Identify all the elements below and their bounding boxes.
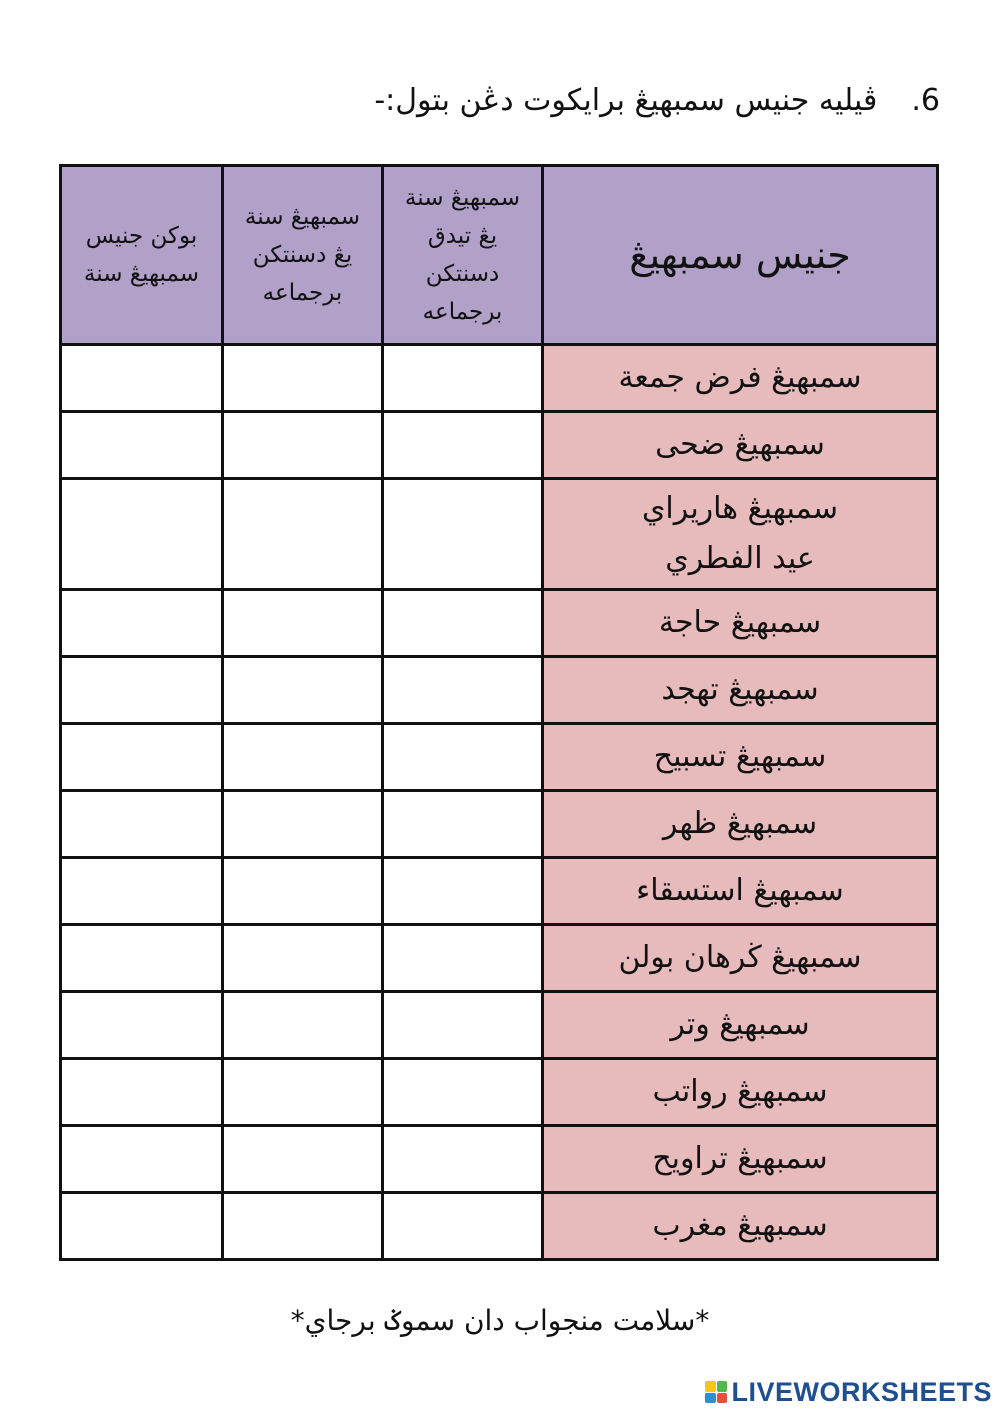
brand-name: LIVEWORKSHEETS <box>731 1376 992 1407</box>
answer-cell-not-sunnah[interactable] <box>61 657 223 724</box>
answer-cell-not-congregational[interactable] <box>383 590 543 657</box>
table-row <box>61 479 938 590</box>
answer-cell-not-sunnah[interactable] <box>61 1126 223 1193</box>
answer-cell-not-sunnah[interactable] <box>61 412 223 479</box>
answer-cell-not-congregational[interactable] <box>383 858 543 925</box>
prayer-name-cell: سمبهيڠ تراويح <box>543 1126 938 1193</box>
answer-cell-congregational[interactable] <box>223 724 383 791</box>
prayer-name-cell: سمبهيڠ استسقاء <box>543 858 938 925</box>
header-sunnah-congregational <box>223 166 383 345</box>
answer-cell-congregational[interactable] <box>223 1059 383 1126</box>
prayer-classification-table <box>59 164 939 1261</box>
table-row <box>61 1059 938 1126</box>
answer-cell-not-sunnah[interactable] <box>61 479 223 590</box>
answer-cell-congregational[interactable] <box>223 1193 383 1260</box>
answer-cell-congregational[interactable] <box>223 345 383 412</box>
answer-cell-not-congregational[interactable] <box>383 1193 543 1260</box>
table-row <box>61 1193 938 1260</box>
table-row <box>61 590 938 657</box>
header-not-sunnah <box>61 166 223 345</box>
prayer-name-cell: سمبهيڠ رواتب <box>543 1059 938 1126</box>
prayer-name-cell: سمبهيڠ مغرب <box>543 1193 938 1260</box>
header-sunnah-not-congregational-label: سمبهيڠ سنة يڠ تيدق دسنتكن برجماعه <box>404 185 521 325</box>
prayer-name-cell: سمبهيڠ تهجد <box>543 657 938 724</box>
table-header-row <box>61 166 938 345</box>
table-row <box>61 858 938 925</box>
answer-cell-not-sunnah[interactable] <box>61 791 223 858</box>
answer-cell-not-congregational[interactable] <box>383 1126 543 1193</box>
question-number: 6. <box>911 83 940 118</box>
prayer-name-cell: سمبهيڠ تسبيح <box>543 724 938 791</box>
answer-cell-not-sunnah[interactable] <box>61 925 223 992</box>
answer-cell-not-sunnah[interactable] <box>61 992 223 1059</box>
answer-cell-not-congregational[interactable] <box>383 479 543 590</box>
answer-cell-congregational[interactable] <box>223 479 383 590</box>
table-body <box>61 345 938 1260</box>
prayer-name-cell: سمبهيڠ ڬرهان بولن <box>543 925 938 992</box>
logo-square <box>717 1393 728 1404</box>
answer-cell-congregational[interactable] <box>223 925 383 992</box>
prayer-name-cell: سمبهيڠ وتر <box>543 992 938 1059</box>
logo-square <box>717 1381 728 1392</box>
answer-cell-not-congregational[interactable] <box>383 925 543 992</box>
liveworksheets-brand <box>705 1377 992 1407</box>
logo-square <box>705 1381 716 1392</box>
answer-cell-congregational[interactable] <box>223 791 383 858</box>
table-row <box>61 345 938 412</box>
header-sunnah-not-congregational <box>383 166 543 345</box>
table-row <box>61 724 938 791</box>
closing-note: *سلامت منجواب دان سموݢ برجاي* <box>290 1304 710 1337</box>
prayer-name-cell: سمبهيڠ حاجة <box>543 590 938 657</box>
header-prayer-type: جنيس سمبهيڠ <box>543 166 938 345</box>
table-row <box>61 791 938 858</box>
answer-cell-not-congregational[interactable] <box>383 992 543 1059</box>
prayer-name-cell: سمبهيڠ ظهر <box>543 791 938 858</box>
answer-cell-not-congregational[interactable] <box>383 1059 543 1126</box>
answer-cell-not-sunnah[interactable] <box>61 858 223 925</box>
table-row <box>61 925 938 992</box>
table-row <box>61 412 938 479</box>
answer-cell-congregational[interactable] <box>223 858 383 925</box>
answer-cell-not-sunnah[interactable] <box>61 1193 223 1260</box>
answer-cell-not-congregational[interactable] <box>383 657 543 724</box>
answer-cell-congregational[interactable] <box>223 657 383 724</box>
answer-cell-not-sunnah[interactable] <box>61 724 223 791</box>
question-text: ڤيليه جنيس سمبهيڠ برايكوت دڠن بتول:- <box>374 83 878 118</box>
answer-cell-congregational[interactable] <box>223 1126 383 1193</box>
answer-cell-congregational[interactable] <box>223 412 383 479</box>
answer-cell-congregational[interactable] <box>223 590 383 657</box>
answer-cell-not-congregational[interactable] <box>383 345 543 412</box>
prayer-name-cell: سمبهيڠ فرض جمعة <box>543 345 938 412</box>
prayer-name-cell <box>543 479 938 590</box>
prayer-name-label: سمبهيڠ هاريراي عيد الفطري <box>641 491 839 576</box>
liveworksheets-logo-icon <box>705 1381 727 1403</box>
logo-square <box>705 1393 716 1404</box>
answer-cell-not-congregational[interactable] <box>383 724 543 791</box>
prayer-name-cell: سمبهيڠ ضحى <box>543 412 938 479</box>
table-row <box>61 657 938 724</box>
answer-cell-congregational[interactable] <box>223 992 383 1059</box>
answer-cell-not-sunnah[interactable] <box>61 345 223 412</box>
header-not-sunnah-label: بوكن جنيس سمبهيڠ سنة <box>83 223 200 287</box>
question-prompt <box>374 78 940 124</box>
table-row <box>61 1126 938 1193</box>
answer-cell-not-congregational[interactable] <box>383 412 543 479</box>
answer-cell-not-sunnah[interactable] <box>61 1059 223 1126</box>
table-row <box>61 992 938 1059</box>
answer-cell-not-sunnah[interactable] <box>61 590 223 657</box>
answer-cell-not-congregational[interactable] <box>383 791 543 858</box>
header-sunnah-congregational-label: سمبهيڠ سنة يڠ دسنتكن برجماعه <box>244 204 361 306</box>
